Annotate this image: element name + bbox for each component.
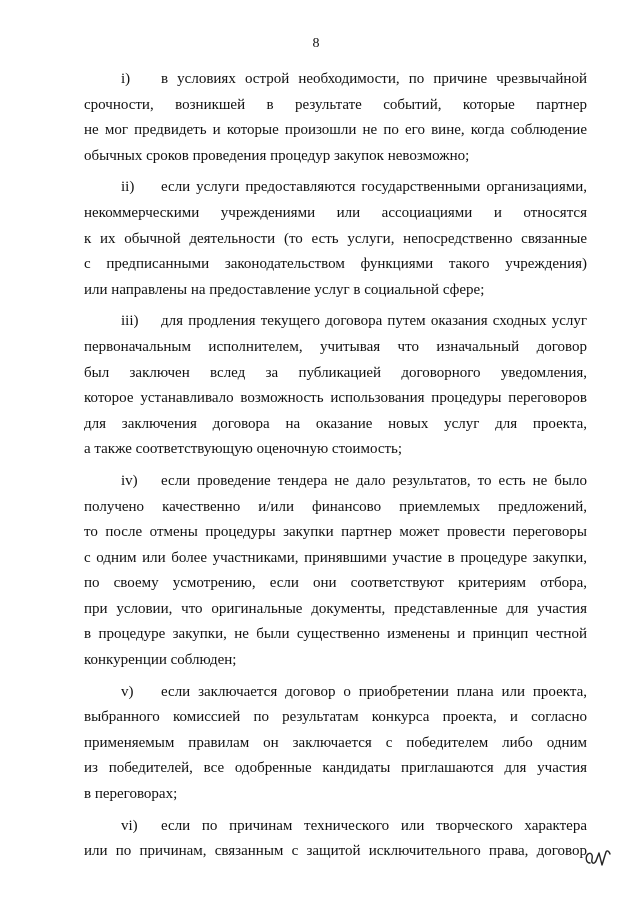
text-line: из победителей, все одобренные кандидаты приглашаются для участия	[84, 760, 587, 777]
text-line: некоммерческими учреждениями или ассоциациями и относятся	[84, 204, 587, 221]
text-line: с предписанными законодательством функциями такого учреждения)	[84, 256, 587, 273]
text-line: iii) для продления текущего договора путем оказания сходных услуг	[84, 309, 587, 335]
text-line: i) в условиях острой необходимости, по причине чрезвычайной	[84, 67, 587, 93]
text-line: ii) если услуги предоставляются государственными организациями,	[84, 175, 587, 201]
list-item-iii	[84, 309, 587, 463]
text-line: получено качественно и/или финансово приемлемых предложений,	[84, 498, 587, 515]
text-line: v) если заключается договор о приобретении плана или проекта,	[84, 680, 587, 706]
item-marker: i)	[121, 71, 131, 87]
text-line: а также соответствующую оценочную стоимость;	[84, 441, 403, 458]
text-line: в процедуре закупки, не были существенно изменены и принцип честной	[84, 626, 587, 643]
item-marker: iv)	[121, 472, 138, 489]
text-line: не мог предвидеть и которые произошли не по его вине, когда соблюдение	[84, 122, 587, 139]
text-line: применяемым правилам он заключается с победителем либо одним	[84, 734, 587, 751]
document-body	[84, 67, 587, 871]
list-item-vi	[84, 814, 587, 865]
text-line: vi) если по причинам технического или творческого характера	[84, 814, 587, 840]
handwritten-initials-icon	[582, 845, 616, 871]
text-line: при условии, что оригинальные документы, представленные для участия	[84, 600, 587, 617]
text-line: или направлены на предоставление услуг в социальной сфере;	[84, 281, 485, 298]
text-line: выбранного комиссией по результатам конкурса проекта, и согласно	[84, 709, 587, 726]
text-line: которое устанавливало возможность использования процедуры переговоров	[84, 390, 587, 407]
page-number: 8	[312, 36, 320, 51]
item-marker: iii)	[121, 313, 139, 330]
list-item-iv	[84, 469, 587, 674]
list-item-v	[84, 680, 587, 808]
text-line: конкуренции соблюден;	[84, 652, 237, 669]
item-marker: vi)	[121, 817, 138, 834]
text-line: был заключен вслед за публикацией договорного уведомления,	[84, 364, 587, 381]
text-line: по своему усмотрению, если они соответствуют критериям отбора,	[84, 575, 587, 592]
text-line: то после отмены процедуры закупки партнер может провести переговоры	[84, 524, 587, 541]
text-line: для заключения договора на оказание новых услуг для проекта,	[84, 415, 587, 432]
text-line: в переговорах;	[84, 786, 178, 803]
list-item-i	[84, 67, 587, 169]
text-line: с одним или более участниками, принявшими участие в процедуре закупки,	[84, 549, 587, 566]
text-line: к их обычной деятельности (то есть услуги, непосредственно связанные	[84, 230, 587, 247]
item-marker: ii)	[121, 179, 135, 196]
text-line: iv) если проведение тендера не дало результатов, то есть не было	[84, 469, 587, 495]
text-line: срочности, возникшей в результате событий, которые партнер	[84, 96, 587, 113]
list-item-ii	[84, 175, 587, 303]
text-line: или по причинам, связанным с защитой исключительного права, договор	[84, 843, 587, 860]
item-marker: v)	[121, 683, 134, 700]
text-line: обычных сроков проведения процедур закупок невозможно;	[84, 147, 470, 164]
text-line: первоначальным исполнителем, учитывая что изначальный договор	[84, 338, 587, 355]
